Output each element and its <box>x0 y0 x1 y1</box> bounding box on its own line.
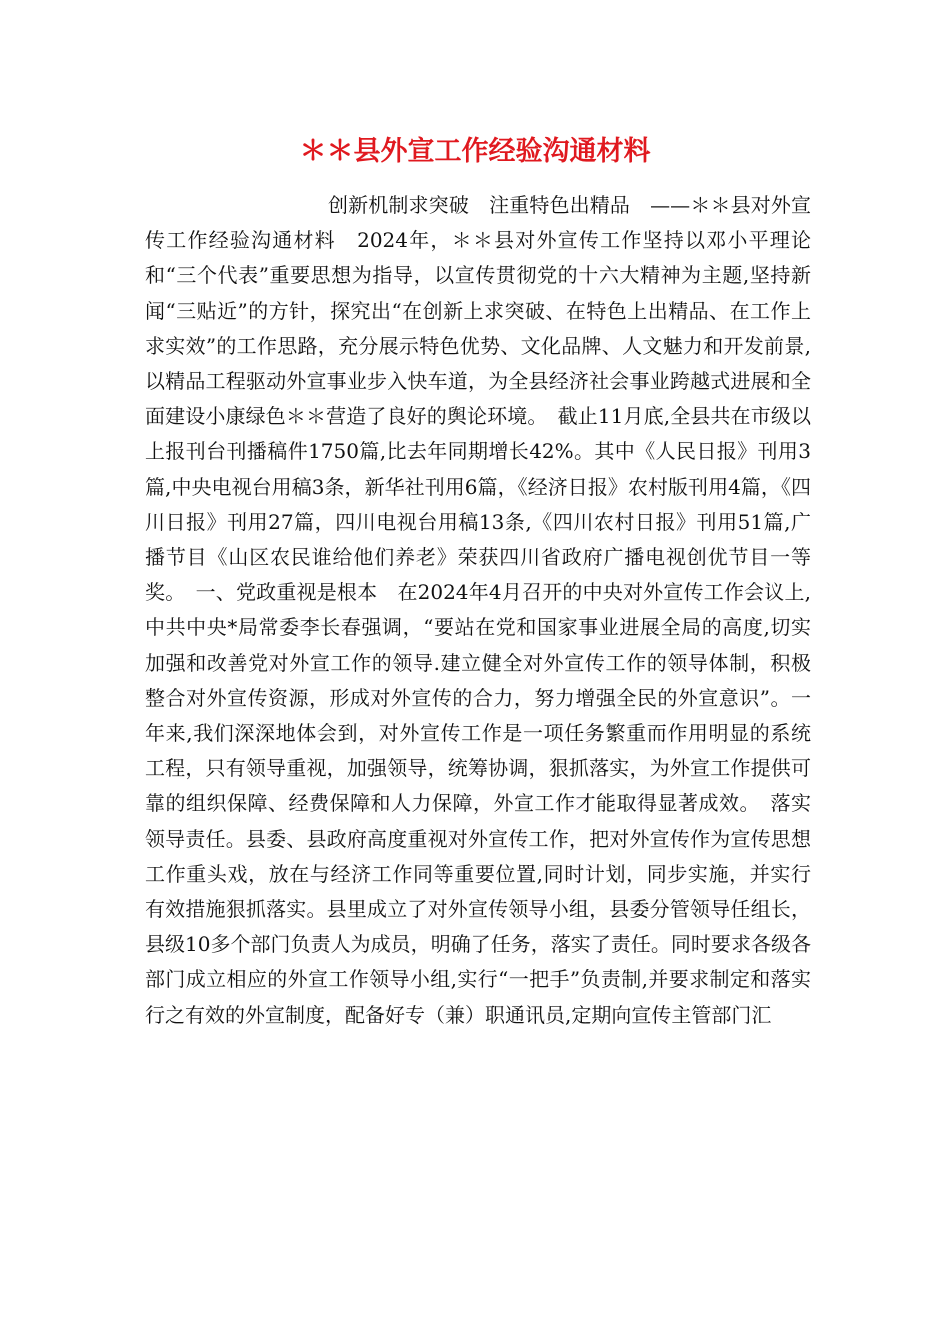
document-title: ＊＊县外宣工作经验沟通材料 <box>299 136 651 167</box>
document-body-text: 创新机制求突破 注重特色出精品 ——＊＊县对外宣传工作经验沟通材料 2024年，＊＊县对外宣传工作坚持以邓小平理论和“三个代表”重要思想为指导，以宣传贯彻党的十六大精神为主题,坚持新闻“三贴近”的方针，探究出“在创新上求突破、在特色上出精品、在工作上求实效”的工作思路，充分展示特色优势、文化品牌、人文魅力和开发前景,以精品工程驱动外宣事业步入快车道，为全县经济社会事业跨越式进展和全面建设小康绿色＊＊营造了良好的舆论环境。 截止11月底,全县共在市级以上报刊台刊播稿件1750篇,比去年同期增长42%。其中《人民日报》刊用3篇,中央电视台用稿3条，新华社刊用6篇，《经济日报》农村版刊用4篇，《四川日报》刊用27篇，四川电视台用稿13条,《四川农村日报》刊用51篇,广播节目《山区农民谁给他们养老》荣获四川省政府广播电视创优节目一等奖。 一、党政重视是根本 在2024年4月召开的中央对外宣传工作会议上,中共中央*局常委李长春强调，“要站在党和国家事业进展全局的高度,切实加强和改善党对外宣工作的领导.建立健全对外宣传工作的领导体制，积极整合对外宣传资源，形成对外宣传的合力，努力增强全民的外宣意识”。一年来,我们深深地体会到，对外宣传工作是一项任务繁重而作用明显的系统工程，只有领导重视，加强领导，统筹协调，狠抓落实，为外宣工作提供可靠的组织保障、经费保障和人力保障，外宣工作才能取得显著成效。 落实领导责任。县委、县政府高度重视对外宣传工作，把对外宣传作为宣传思想工作重头戏，放在与经济工作同等重要位置,同时计划，同步实施，并实行有效措施狠抓落实。县里成立了对外宣传领导小组，县委分管领导任组长，县级10多个部门负责人为成员，明确了任务，落实了责任。同时要求各级各部门成立相应的外宣工作领导小组,实行“一把手”负责制,并要求制定和落实行之有效的外宣制度，配备好专（兼）职通讯员,定期向宣传主管部门汇 <box>145 193 811 1027</box>
